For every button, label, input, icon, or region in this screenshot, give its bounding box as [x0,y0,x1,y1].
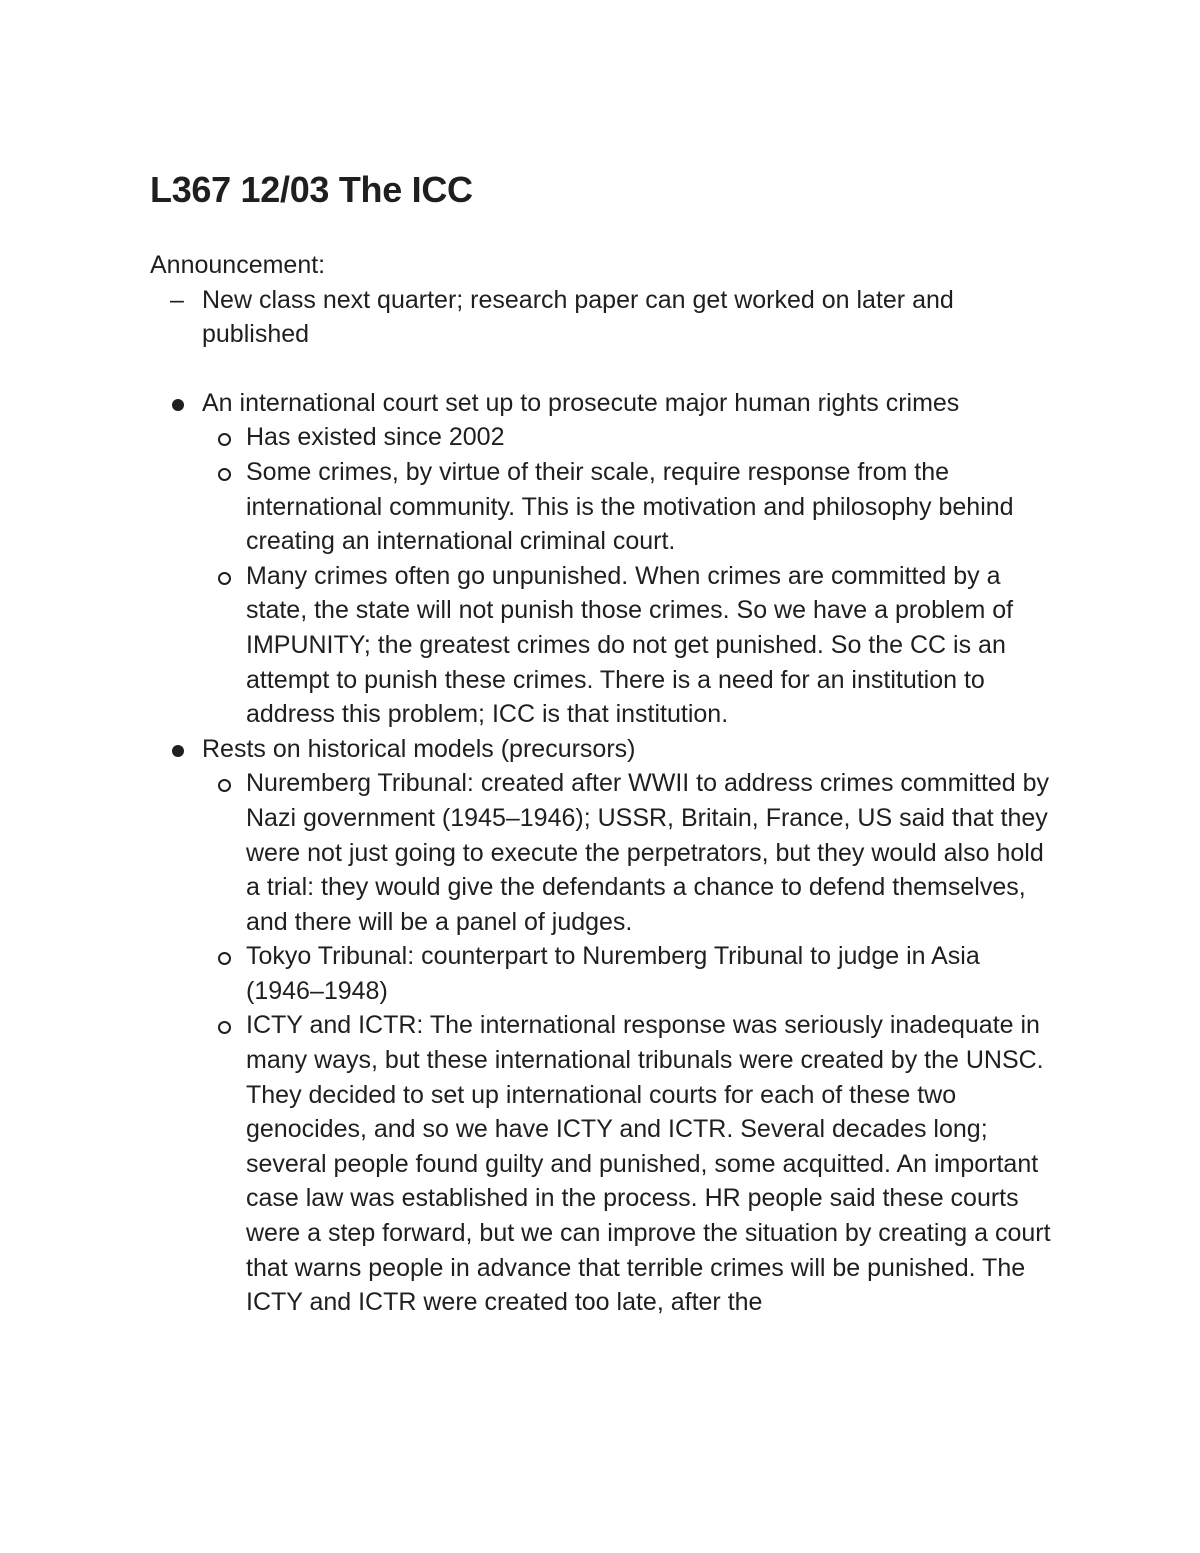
hollow-bullet-icon [218,433,231,446]
sub-list-item-text: Nuremberg Tribunal: created after WWII to address crimes committed by Nazi government (1945–1946); USSR, Britain, France, US said that they were not just going to execute the perpetrators, but they would also hold a trial: they would give the defendants a chance to defend themselves, and there will be a panel of judges. [246,769,1050,936]
sub-list-item [202,559,1060,732]
list-item-text: An international court set up to prosecute major human rights crimes [202,388,960,417]
sub-list-item [202,420,1060,455]
sub-list-item [202,766,1060,939]
announcement-item [150,283,1060,352]
list-item [150,732,1060,1320]
hollow-bullet-icon [218,468,231,481]
sub-list-item-text: ICTY and ICTR: The international response was seriously inadequate in many ways, but these international tribunals were created by the UNSC. They decided to set up international courts for each of these two genocides, and so we have ICTY and ICTR. Several decades long; several people found guilty and punished, some acquitted. An important case law was established in the process. HR people said these courts were a step forward, but we can improve the situation by creating a court that warns people in advance that terrible crimes will be punished. The ICTY and ICTR were created too late, after the [246,1011,1051,1317]
notes-list [150,386,1060,1320]
hollow-bullet-icon [218,952,231,965]
sub-list [202,420,1060,731]
sub-list-item [202,1008,1060,1319]
page-title: L367 12/03 The ICC [150,169,473,210]
sub-list-item-text: Has existed since 2002 [246,423,505,452]
sub-list-item-text: Some crimes, by virtue of their scale, require response from the international community. This is the motivation and philosophy behind creating an international criminal court. [246,457,1014,556]
announcement-label: Announcement: [150,251,326,279]
sub-list-item [202,939,1060,1008]
hollow-bullet-icon [218,1021,231,1034]
sub-list-item [202,455,1060,559]
sub-list-item-text: Many crimes often go unpunished. When crimes are committed by a state, the state will not punish those crimes. So we have a problem of IMPUNITY; the greatest crimes do not get punished. So the CC is an attempt to punish these crimes. There is a need for an institution to address this problem; ICC is that institution. [246,561,1014,729]
sub-list-item-text: Tokyo Tribunal: counterpart to Nuremberg Tribunal to judge in Asia (1946–1948) [246,942,980,1005]
sub-list [202,766,1060,1320]
list-item-text: Rests on historical models (precursors) [202,734,636,763]
announcement-item-text: New class next quarter; research paper can get worked on later and published [202,285,954,349]
dash-marker-icon: – [170,285,184,314]
note-page [150,168,1060,1320]
filled-bullet-icon [172,399,184,411]
hollow-bullet-icon [218,572,231,585]
list-item [150,386,1060,732]
hollow-bullet-icon [218,779,231,792]
filled-bullet-icon [172,745,184,757]
announcement-list [150,283,1060,352]
